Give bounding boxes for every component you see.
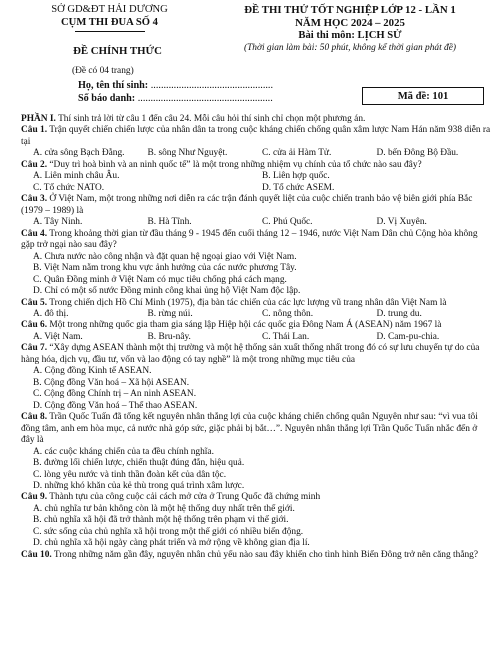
question-text: Một trong những quốc gia tham gia sáng lập Hiệp hội các quốc gia Đông Nam Á (ASEAN) năm 1967 là xyxy=(47,320,442,331)
part-intro xyxy=(21,114,491,125)
candidate-name-field: ................................................ xyxy=(150,80,273,91)
header-right xyxy=(205,4,495,55)
option-list xyxy=(21,217,491,228)
question-6 xyxy=(21,320,491,343)
time-note: (Thời gian làm bài: 50 phút, không kể thời gian phát đề) xyxy=(243,43,457,54)
question-1 xyxy=(21,125,491,159)
answer-option: B. Bru-nây. xyxy=(147,331,191,342)
option-list xyxy=(21,171,491,194)
question-label: Câu 3. xyxy=(21,194,48,205)
question-4 xyxy=(21,229,491,298)
question-text: “Xây dựng ASEAN thành một thị trường và một hệ thống sản xuất thống nhất trong đó có sự lưu chuyển tự do của hàng hóa, dịch vụ, đầu tư, vốn và lao động có tay nghề” là một trong những mục tiêu của xyxy=(21,343,480,365)
question-label: Câu 2. xyxy=(21,159,48,170)
question-label: Câu 7. xyxy=(21,343,48,354)
answer-option: C. cửa ải Hàm Tử. xyxy=(262,148,332,159)
candidate-id-field: ..................................................... xyxy=(137,93,273,104)
answer-option: A. Cộng đồng Kinh tế ASEAN. xyxy=(33,366,152,377)
answer-option: D. những khó khăn của kẻ thù trong quá trình xâm lược. xyxy=(33,481,245,491)
answer-option: D. bến Đông Bộ Đầu. xyxy=(376,148,459,159)
option-list xyxy=(21,366,491,412)
question-text: Trần Quốc Tuấn đã tổng kết nguyên nhân thắng lợi của cuộc kháng chiến chống quân Nguyên như sau: “vì vua tôi đồng tâm, anh em hòa mục, cả nước nhà góp sức, giặc phải bị bắt…”. Nguyên nhân thắng lợi Trần Quốc Tuấn nhắc đến ở đây là xyxy=(21,412,478,446)
answer-option: C. lòng yêu nước và tinh thần đoàn kết của dân tộc. xyxy=(33,469,227,480)
option-list xyxy=(21,504,491,550)
subject: Bài thi môn: LỊCH SỬ xyxy=(298,30,402,42)
answer-option: C. Phú Quốc. xyxy=(262,217,313,228)
answer-option: A. cửa sông Bạch Đằng. xyxy=(33,148,125,159)
answer-option: A. đô thị. xyxy=(33,308,69,319)
answer-option: C. nông thôn. xyxy=(262,308,314,319)
cluster-name: CỤM THI ĐUA SỐ 4 xyxy=(61,16,158,28)
answer-option: B. sông Như Nguyệt. xyxy=(147,148,228,159)
question-stem xyxy=(21,492,491,503)
answer-option: C. sức sống của chủ nghĩa xã hội trong một thế giới có nhiều biến động. xyxy=(33,526,304,537)
answer-option: D. Tổ chức ASEM. xyxy=(262,182,335,193)
question-list xyxy=(21,125,491,561)
answer-option: C. Tổ chức NATO. xyxy=(33,182,105,193)
question-stem xyxy=(21,160,491,171)
question-label: Câu 1. xyxy=(21,125,48,136)
answer-option: B. Việt Nam nằm trong khu vực ảnh hưởng của các nước phương Tây. xyxy=(33,263,297,274)
answer-option: C. Thái Lan. xyxy=(262,331,310,342)
candidate-name-line xyxy=(78,80,273,92)
part-label: PHẦN I. xyxy=(21,114,56,124)
answer-option: A. Tây Ninh. xyxy=(33,217,83,228)
answer-option: C. Cộng đồng Chính trị – An ninh ASEAN. xyxy=(33,389,197,400)
question-stem xyxy=(21,298,491,309)
question-label: Câu 8. xyxy=(21,412,48,423)
official-label: ĐỀ CHÍNH THỨC xyxy=(73,45,162,57)
question-label: Câu 10. xyxy=(21,549,52,560)
question-7 xyxy=(21,343,491,412)
question-stem xyxy=(21,343,491,366)
page-count: (Đề có 04 trang) xyxy=(72,66,134,76)
answer-option: D. Cộng đồng Văn hoá – Thể thao ASEAN. xyxy=(33,400,198,411)
answer-option: B. Hà Tĩnh. xyxy=(147,217,192,228)
answer-option: D. Cam-pu-chia. xyxy=(376,331,440,342)
option-list xyxy=(21,309,491,320)
answer-option: A. Liên minh châu Âu. xyxy=(33,171,120,182)
exam-title: ĐỀ THI THỬ TỐT NGHIỆP LỚP 12 - LẦN 1 xyxy=(244,4,456,16)
answer-option: A. chủ nghĩa tư bản không còn là một hệ thống duy nhất trên thế giới. xyxy=(33,503,295,514)
answer-option: D. chủ nghĩa xã hội ngày càng phát triển và mở rộng về không gian địa lí. xyxy=(33,538,310,549)
answer-option: A. Việt Nam. xyxy=(33,331,83,342)
option-list xyxy=(21,447,491,493)
question-stem xyxy=(21,125,491,148)
question-text: Trong khoảng thời gian từ đầu tháng 9 - 1945 đến cuối tháng 12 – 1946, nước Việt Nam Dân chủ Cộng hòa không gặp trở ngại nào sau đây? xyxy=(21,228,478,251)
question-text: Trong những năm gần đây, nguyên nhân chủ yếu nào sau đây khiến cho tình hình Biển Đông trở nên căng thẳng? xyxy=(51,549,479,560)
answer-option: B. Liên hợp quốc. xyxy=(262,171,330,182)
answer-option: D. Vị Xuyên. xyxy=(376,217,427,228)
answer-option: A. Chưa nước nào công nhận và đặt quan hệ ngoại giao với Việt Nam. xyxy=(33,251,297,262)
question-9 xyxy=(21,492,491,549)
department-name: SỞ GD&ĐT HẢI DƯƠNG xyxy=(51,4,168,15)
exam-body xyxy=(21,114,491,561)
candidate-id-line xyxy=(78,93,273,105)
header-divider xyxy=(75,31,145,32)
exam-code-box: Mã đề: 101 xyxy=(362,87,484,105)
answer-option: D. trung du. xyxy=(376,308,422,319)
question-text: “Duy trì hoà bình và an ninh quốc tế” là một trong những nhiệm vụ chính của tổ chức nào sau đây? xyxy=(47,159,422,170)
school-year: NĂM HỌC 2024 – 2025 xyxy=(295,17,405,30)
answer-option: C. Quân Đồng minh ở Việt Nam có mục tiêu chống phá cách mạng. xyxy=(33,274,287,285)
question-stem xyxy=(21,320,491,331)
answer-option: D. Chỉ có một số nước Đồng minh công khai ủng hộ Việt Nam độc lập. xyxy=(33,286,301,297)
option-list xyxy=(21,148,491,159)
question-5 xyxy=(21,298,491,321)
option-list xyxy=(21,252,491,298)
answer-option: B. Cộng đồng Văn hoá – Xã hội ASEAN. xyxy=(33,377,190,388)
answer-option: A. các cuộc kháng chiến của ta đều chính nghĩa. xyxy=(33,446,214,457)
question-2 xyxy=(21,160,491,194)
question-stem xyxy=(21,412,491,446)
candidate-id-label: Số báo danh: xyxy=(78,93,136,104)
question-label: Câu 9. xyxy=(21,492,48,503)
question-text: Thành tựu của công cuộc cải cách mở cửa ở Trung Quốc đã chứng minh xyxy=(47,492,321,503)
question-text: Trong chiến dịch Hồ Chí Minh (1975), địa bàn tác chiến của các lực lượng vũ trang nhân dân Việt Nam là xyxy=(47,297,447,308)
question-label: Câu 6. xyxy=(21,320,48,331)
question-3 xyxy=(21,194,491,228)
question-8 xyxy=(21,412,491,492)
answer-option: B. chủ nghĩa xã hội đã trở thành một hệ thống trên phạm vi thế giới. xyxy=(33,515,289,526)
part-instruction: Thí sinh trả lời từ câu 1 đến câu 24. Mỗi câu hỏi thí sinh chỉ chọn một phương án. xyxy=(55,114,366,124)
question-label: Câu 4. xyxy=(21,228,48,239)
question-stem xyxy=(21,550,491,561)
answer-option: B. đường lối chiến lược, chiến thuật đúng đắn, hiệu quả. xyxy=(33,458,245,469)
candidate-name-label: Họ, tên thí sinh: xyxy=(78,80,149,91)
question-text: Trận quyết chiến chiến lược của nhân dân ta trong cuộc kháng chiến chống quân xâm lược Nam Hán năm 938 diễn ra tại xyxy=(21,125,491,147)
question-text: Ở Việt Nam, một trong những nơi diễn ra các trận đánh quyết liệt của cuộc chiến tranh bảo vệ biên giới phía Bắc (1979 – 1989) là xyxy=(21,194,473,216)
option-list xyxy=(21,332,491,343)
question-label: Câu 5. xyxy=(21,297,48,308)
question-stem xyxy=(21,229,491,252)
answer-option: B. rừng núi. xyxy=(147,308,193,319)
header-left xyxy=(22,4,197,32)
question-10 xyxy=(21,550,491,561)
question-stem xyxy=(21,194,491,217)
